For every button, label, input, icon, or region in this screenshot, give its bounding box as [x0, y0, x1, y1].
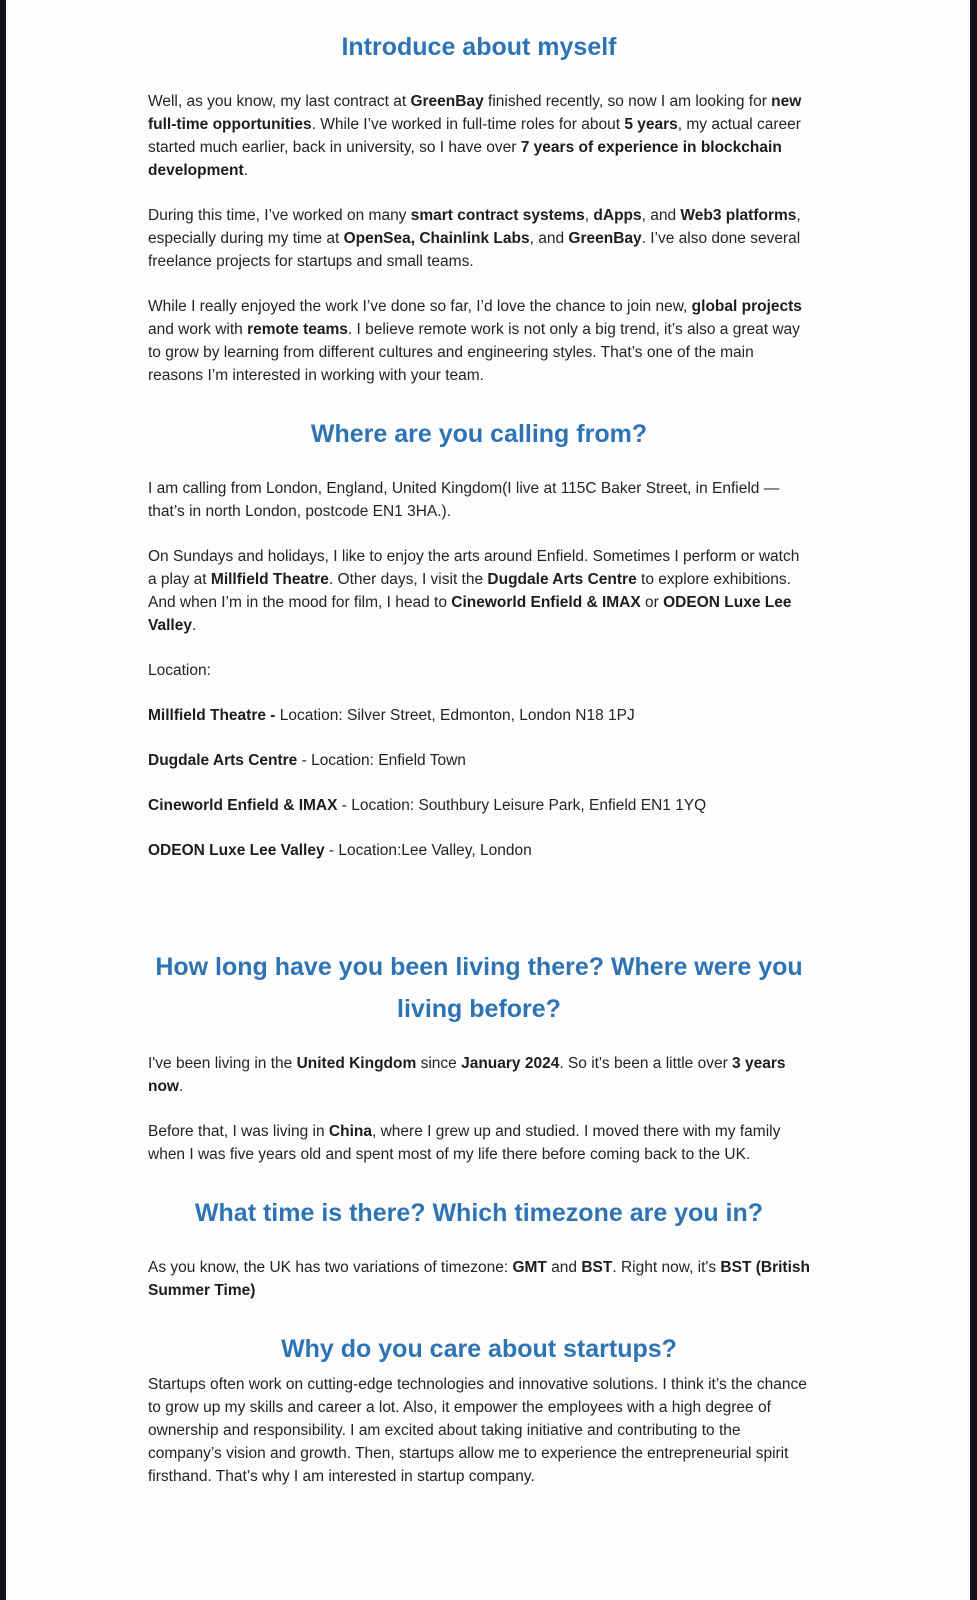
paragraph [148, 1120, 810, 1166]
bold-text-run: BST (British Summer Time) [148, 1259, 810, 1299]
paragraph [148, 704, 810, 727]
paragraph [148, 545, 810, 637]
text-run: On Sundays and holidays, I like to enjoy the arts around Enfield. Sometimes I perform or watch a play at [148, 548, 800, 588]
paragraph [148, 1373, 810, 1488]
text-run: Location: Silver Street, Edmonton, London N18 1PJ [279, 707, 635, 724]
text-run: , where I grew up and studied. I moved there with my family when I was five years old and spent most of my life there before coming back to the UK. [148, 1123, 781, 1163]
text-run: - Location: Southbury Leisure Park, Enfield EN1 1YQ [337, 797, 707, 814]
text-run: Location: [148, 662, 211, 679]
paragraph [148, 839, 810, 862]
text-run: and work with [148, 321, 248, 338]
text-run: , [584, 207, 594, 224]
bold-text-run: 5 years [624, 116, 678, 133]
bold-text-run: 7 years of experience in blockchain development [148, 139, 782, 179]
text-run: Where are you calling from? [310, 420, 648, 448]
text-run: since [416, 1055, 462, 1072]
text-run: Startups often work on cutting-edge technologies and innovative solutions. I think it’s the chance to grow up my skills and career a lot. Also, it empower the employees with a high degree of ownership and responsibility. I am excited about taking initiative and contributing to the company’s vision and growth. Then, startups allow me to experience the entrepreneurial spirit firsthand. That’s why I am interested in startup company. [148, 1376, 807, 1485]
text-run: As you know, the UK has two variations of timezone: [148, 1259, 513, 1276]
text-run: or [640, 594, 664, 611]
bold-text-run: Dugdale Arts Centre [487, 571, 637, 588]
text-run: . [243, 162, 248, 179]
text-run: . I believe remote work is not only a big trend, it’s also a great way to grow by learning from different cultures and engineering styles. That’s one of the main reasons I’m interested in working with your team. [148, 321, 800, 384]
text-run: . I’ve also done several freelance projects for startups and small teams. [148, 230, 801, 270]
bold-text-run: Web3 platforms [680, 207, 797, 224]
bold-text-run: GreenBay [410, 93, 484, 110]
bold-text-run: dApps [593, 207, 642, 224]
document-body [148, 0, 810, 1488]
section-heading [148, 946, 810, 1030]
paragraph [148, 1052, 810, 1098]
page-edge-left [0, 0, 6, 1600]
text-run: Well, as you know, my last contract at [148, 93, 411, 110]
bold-text-run: ODEON Luxe Lee Valley [148, 594, 792, 634]
text-run: Introduce about myself [341, 33, 617, 61]
text-run: . While I’ve worked in full-time roles for about [311, 116, 625, 133]
text-run: finished recently, so now I am looking for [483, 93, 772, 110]
section-heading [148, 1328, 810, 1370]
bold-text-run: ODEON Luxe Lee Valley [148, 842, 325, 859]
bold-text-run: smart contract systems [410, 207, 585, 224]
bold-text-run: 3 years now [148, 1055, 786, 1095]
bold-text-run: new full-time opportunities [148, 93, 802, 133]
paragraph [148, 794, 810, 817]
bold-text-run: GreenBay [568, 230, 642, 247]
text-run: to explore exhibitions. And when I’m in the mood for film, I head to [148, 571, 791, 611]
bold-text-run: Cineworld Enfield & IMAX [148, 797, 338, 814]
bold-text-run: global projects [691, 298, 802, 315]
bold-text-run: Millfield Theatre [210, 571, 329, 588]
text-run: . Other days, I visit the [328, 571, 488, 588]
bold-text-run: Millfield Theatre - [148, 707, 280, 724]
paragraph [148, 477, 810, 523]
text-run: and [546, 1259, 582, 1276]
bold-text-run: OpenSea, Chainlink Labs [343, 230, 530, 247]
text-run: , especially during my time at [148, 207, 801, 247]
bold-text-run: Cineworld Enfield & IMAX [451, 594, 641, 611]
text-run: Before that, I was living in [148, 1123, 329, 1140]
bold-text-run: GMT [512, 1259, 547, 1276]
text-run: , and [529, 230, 569, 247]
page-edge-right [970, 0, 977, 1600]
section-heading [148, 1192, 810, 1234]
paragraph [148, 204, 810, 273]
paragraph [148, 295, 810, 387]
text-run: . Right now, it's [612, 1259, 721, 1276]
paragraph [148, 749, 810, 772]
text-run: Why do you care about startups? [281, 1335, 677, 1363]
text-run: What time is there? Which timezone are you in? [194, 1199, 764, 1227]
text-run: During this time, I’ve worked on many [148, 207, 411, 224]
text-run: . [191, 617, 197, 634]
paragraph [148, 90, 810, 182]
text-run: . [179, 1078, 184, 1095]
text-run: How long have you been living there? Where were you living before? [155, 953, 803, 1023]
section-heading [148, 26, 810, 68]
bold-text-run: Dugdale Arts Centre [148, 752, 298, 769]
text-run: I've been living in the [148, 1055, 297, 1072]
text-run: While I really enjoyed the work I’ve done so far, I’d love the chance to join new, [148, 298, 692, 315]
text-run: , and [641, 207, 681, 224]
bold-text-run: January 2024 [461, 1055, 560, 1072]
text-run: - Location: Enfield Town [297, 752, 466, 769]
paragraph [148, 659, 810, 682]
paragraph [148, 1256, 810, 1302]
text-run: - Location:Lee Valley, London [324, 842, 532, 859]
section-heading [148, 413, 810, 455]
bold-text-run: BST [581, 1259, 613, 1276]
text-run: I am calling from London, England, United Kingdom(I live at 115C Baker Street, in Enfield — that’s in north London, postcode EN1 3HA.). [148, 480, 780, 520]
text-run: , my actual career started much earlier, back in university, so I have over [148, 116, 801, 156]
bold-text-run: United Kingdom [296, 1055, 417, 1072]
bold-text-run: remote teams [247, 321, 348, 338]
text-run: . So it's been a little over [559, 1055, 733, 1072]
bold-text-run: China [328, 1123, 372, 1140]
